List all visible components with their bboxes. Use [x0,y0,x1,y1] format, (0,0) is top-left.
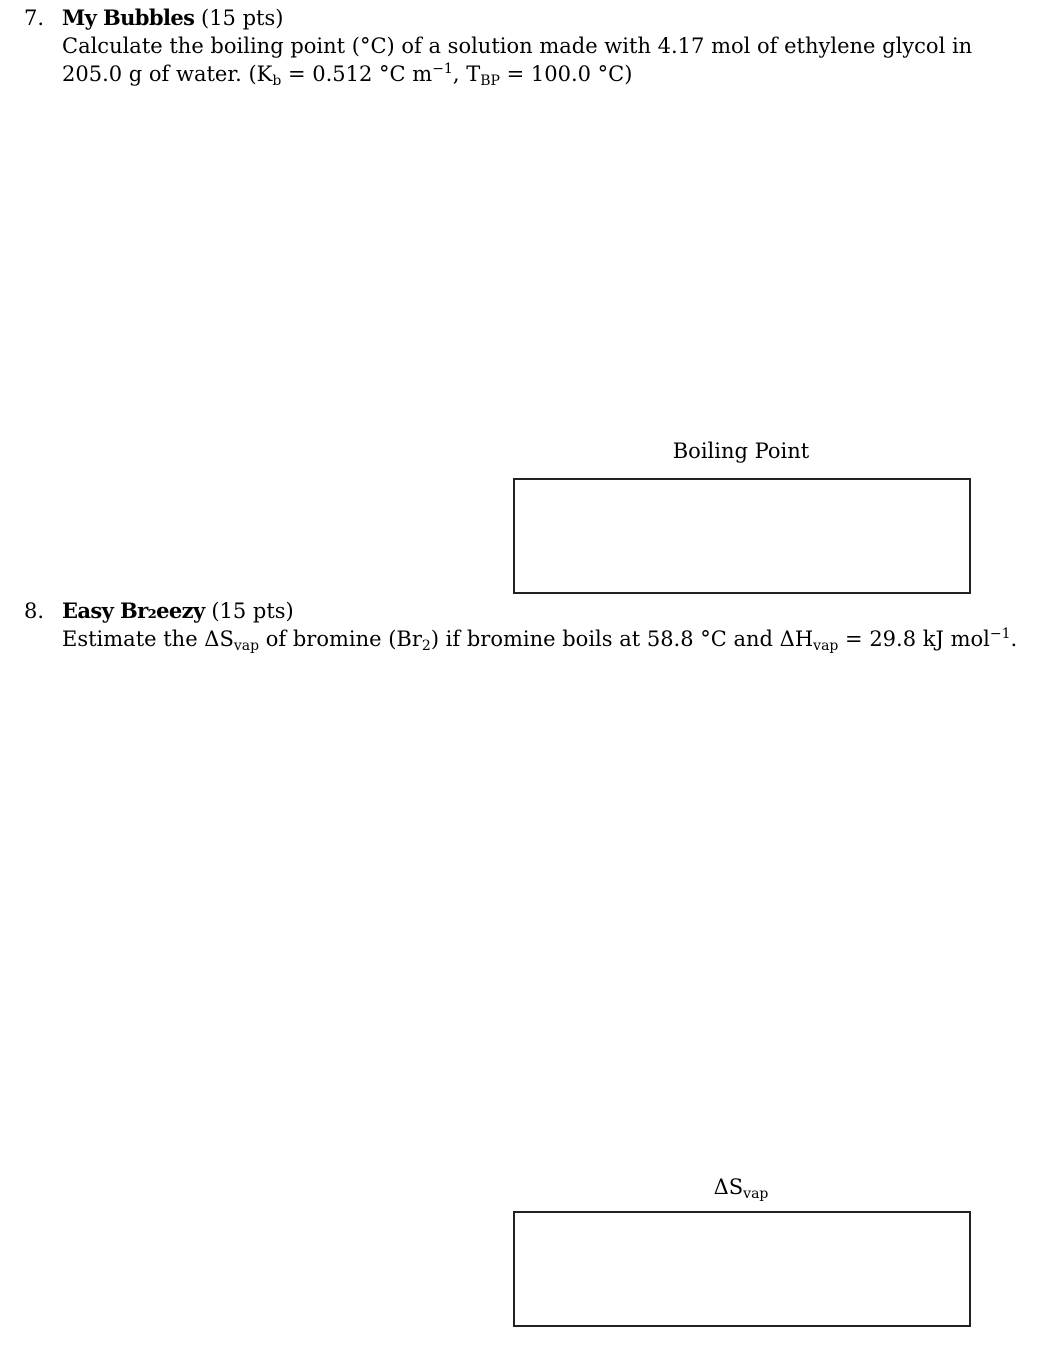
subscript: vap [743,1186,769,1202]
text-segment: of bromine (Br [259,627,422,651]
question-7-header [24,4,1034,32]
question-7-text [62,32,1034,88]
subscript: BP [480,73,500,89]
question-8-text [62,625,1034,653]
question-8-line-1 [62,625,1034,653]
superscript: −1 [432,61,453,77]
question-points: (15 pts) [211,599,294,623]
text-segment: = 29.8 kJ mol [838,627,990,651]
question-title: Easy Br₂eezy [62,598,205,623]
text-segment: Estimate the ΔS [62,627,234,651]
text-segment: . [1010,627,1018,651]
question-7-line-1: Calculate the boiling point (°C) of a solution made with 4.17 mol of ethylene glycol in [62,34,973,58]
superscript: −1 [989,626,1011,642]
label-main: ΔS [713,1175,744,1199]
question-points: (15 pts) [201,6,284,30]
question-title: My Bubbles [62,5,195,30]
subscript: vap [813,638,839,654]
subscript: 2 [421,638,431,654]
subscript: b [272,73,282,89]
text-segment: , T [452,62,481,86]
answer-box-delta-s-vap[interactable] [513,1211,971,1327]
question-7 [24,4,1034,88]
text-segment: ) if bromine boils at 58.8 °C and ΔH [430,627,814,651]
question-7-line-2 [62,60,1034,88]
question-number: 7. [24,6,45,30]
text-segment: = 100.0 °C) [499,62,633,86]
text-segment: = 0.512 °C m [281,62,433,86]
answer-box-boiling-point[interactable] [513,478,971,594]
question-8-header [24,597,1034,625]
subscript: vap [233,638,260,654]
answer-label-boiling-point: Boiling Point [672,439,810,463]
question-number: 8. [24,599,45,623]
answer-label-delta-s-vap [513,1174,969,1200]
question-8 [24,597,1034,653]
text-segment: 205.0 g of water. (K [62,62,273,86]
